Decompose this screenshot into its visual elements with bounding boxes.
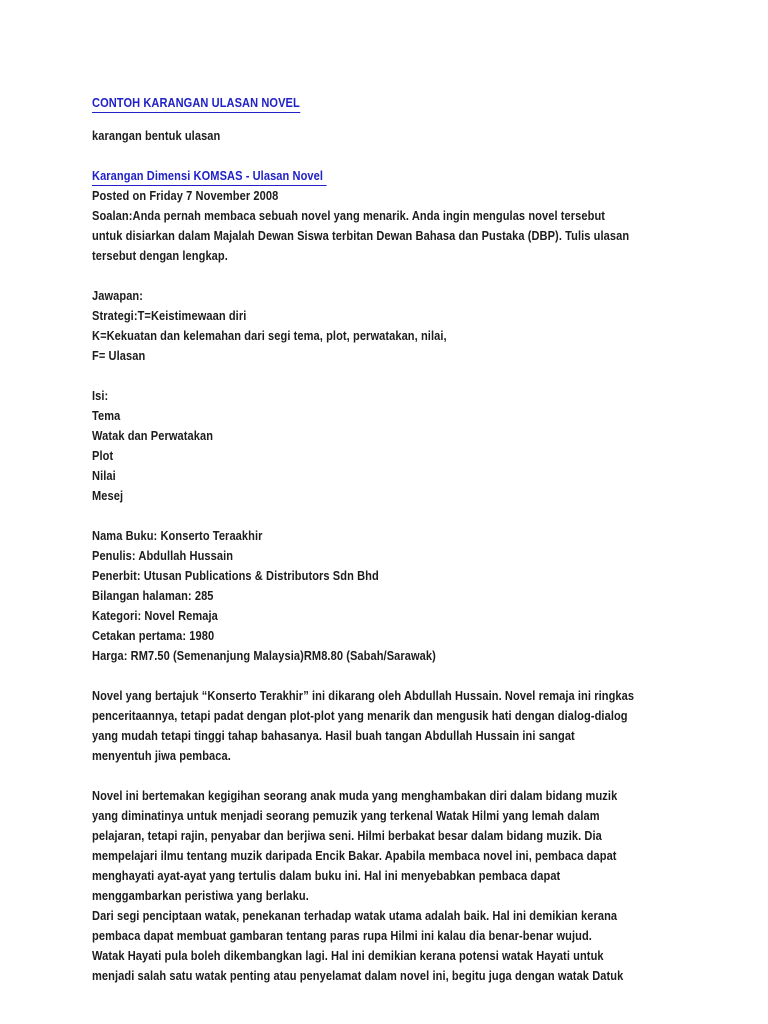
answer-label: Jawapan: — [92, 288, 144, 303]
text-line: Cetakan pertama: 1980 — [92, 628, 215, 643]
subtitle: karangan bentuk ulasan — [92, 128, 221, 143]
text-line: menjadi salah satu watak penting atau penyelamat dalam novel ini, begitu juga dengan watak Datuk — [92, 968, 624, 983]
text-line: Dari segi penciptaan watak, penekanan terhadap watak utama adalah baik. Hal ini demikian kerana — [92, 908, 618, 923]
text-line: Penerbit: Utusan Publications & Distributors Sdn Bhd — [92, 568, 379, 583]
text-line: pembaca dapat membuat gambaran tentang paras rupa Hilmi ini kalau dia benar-benar wujud. — [92, 928, 592, 943]
text-line: Penulis: Abdullah Hussain — [92, 548, 234, 563]
main-title-row — [92, 93, 679, 113]
contents-list — [92, 406, 679, 506]
text-line: yang mudah tetapi tinggi tahap bahasanya. Hasil buah tangan Abdullah Hussain ini sangat — [92, 728, 575, 743]
text-line: penceritaannya, tetapi padat dengan plot-plot yang menarik dan mengusik hati dengan dialog-dialog — [92, 708, 628, 723]
text-line: Nama Buku: Konserto Teraakhir — [92, 528, 263, 543]
strategy-line: Strategi:T=Keistimewaan diri — [92, 308, 247, 323]
text-line: Tema — [92, 408, 121, 423]
review-paragraph-3 — [92, 906, 679, 986]
text-line: Novel ini bertemakan kegigihan seorang anak muda yang menghambakan diri dalam bidang muzik — [92, 788, 618, 803]
text-line: untuk disiarkan dalam Majalah Dewan Siswa terbitan Dewan Bahasa dan Pustaka (DBP). Tulis ulasan — [92, 228, 630, 243]
text-line: Watak dan Perwatakan — [92, 428, 214, 443]
text-line: tersebut dengan lengkap. — [92, 248, 228, 263]
review-paragraph-1 — [92, 686, 679, 766]
text-line: Soalan:Anda pernah membaca sebuah novel yang menarik. Anda ingin mengulas novel tersebut — [92, 208, 606, 223]
text-line: Plot — [92, 448, 114, 463]
review-paragraph-2 — [92, 786, 679, 906]
text-line: Nilai — [92, 468, 116, 483]
post-date: Posted on Friday 7 November 2008 — [92, 188, 279, 203]
text-line: menyentuh jiwa pembaca. — [92, 748, 231, 763]
strength-line: K=Kekuatan dan kelemahan dari segi tema, plot, perwatakan, nilai, — [92, 328, 447, 343]
focus-line: F= Ulasan — [92, 348, 146, 363]
contents-label: Isi: — [92, 388, 109, 403]
post-title-link[interactable]: Karangan Dimensi KOMSAS - Ulasan Novel — [92, 168, 326, 186]
text-line: pelajaran, tetapi rajin, penyabar dan berjiwa seni. Hilmi berbakat besar dalam bidang muzik. Dia — [92, 828, 602, 843]
text-line: yang diminatinya untuk menjadi seorang pemuzik yang terkenal Watak Hilmi yang lemah dalam — [92, 808, 600, 823]
text-line: menghayati ayat-ayat yang tertulis dalam buku ini. Hal ini menyebabkan pembaca dapat — [92, 868, 561, 883]
text-line: Bilangan halaman: 285 — [92, 588, 214, 603]
question-paragraph — [92, 206, 679, 266]
main-title-link[interactable]: CONTOH KARANGAN ULASAN NOVEL — [92, 95, 300, 113]
text-line: menggambarkan peristiwa yang berlaku. — [92, 888, 309, 903]
book-details — [92, 526, 679, 666]
text-line: Mesej — [92, 488, 124, 503]
document-content — [92, 0, 679, 986]
text-line: Kategori: Novel Remaja — [92, 608, 218, 623]
text-line: Novel yang bertajuk “Konserto Terakhir” ini dikarang oleh Abdullah Hussain. Novel remaja ini ringkas — [92, 688, 635, 703]
post-title-row — [92, 166, 679, 186]
text-line: Harga: RM7.50 (Semenanjung Malaysia)RM8.80 (Sabah/Sarawak) — [92, 648, 436, 663]
text-line: mempelajari ilmu tentang muzik daripada Encik Bakar. Apabila membaca novel ini, pembaca dapat — [92, 848, 617, 863]
text-line: Watak Hayati pula boleh dikembangkan lagi. Hal ini demikian kerana potensi watak Hayati untuk — [92, 948, 604, 963]
